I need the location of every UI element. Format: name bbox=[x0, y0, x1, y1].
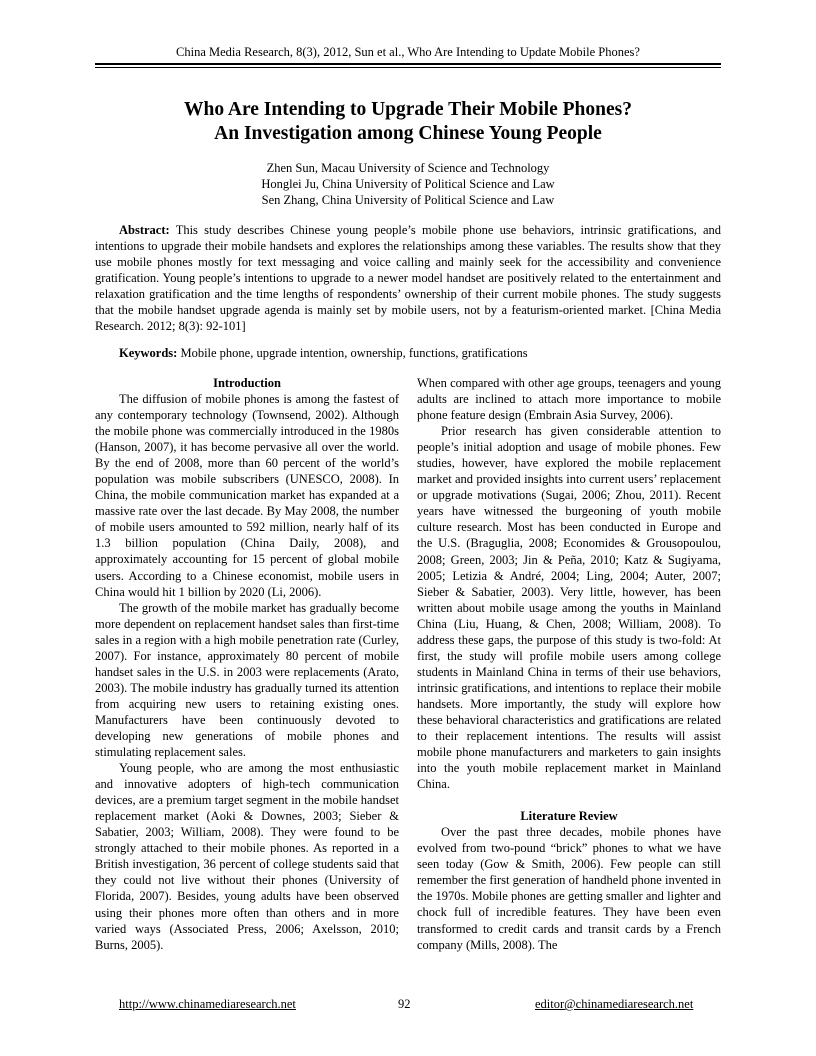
body-paragraph: The diffusion of mobile phones is among the fastest of any contemporary technology (Townsend, 2002). Although the mobile phone was commercially introduced in the 1980s (Hanson, 2007), it has become pervasive all over the world. By the end of 2008, more than 60 percent of the world’s population was mobile subscribers (UNESCO, 2008). In China, the mobile communication market has expanded at a massive rate over the last decade. By May 2008, the number of mobile users amounted to 592 million, nearly half of its 1.3 billion population (China Daily, 2008), and approximately accounting for 15 percent of global mobile users. According to a Chinese economist, mobile users in China would hit 1 billion by 2020 (Li, 2006). bbox=[95, 392, 399, 599]
right-column bbox=[417, 375, 721, 953]
abstract bbox=[95, 222, 721, 334]
header-rule bbox=[95, 63, 721, 65]
body-paragraph: The growth of the mobile market has gradually become more dependent on replacement handset sales than first-time sales in a region with a high mobile penetration rate (Curley, 2007). For instance, approximately 80 percent of mobile handset sales in the U.S. in 2003 were replacements (Arato, 2003). The mobile industry has gradually turned its attention from acquiring new users to retaining existing ones. Manufacturers have been continuously devoted to developing new generations of mobile phones and stimulating replacement sales. bbox=[95, 600, 399, 760]
abstract-text: This study describes Chinese young people’s mobile phone use behaviors, intrinsic gratifications, and intentions to upgrade their mobile handsets and explores the relationships among these variables. The results show that they use mobile phones mostly for text messaging and voice calling and mainly seek for the accessibility and convenience gratification. Young people’s intentions to upgrade to a newer model handset are positively related to the entertainment and relaxation gratification and the time lengths of respondents’ ownership of their current mobile phones. The study suggests that the mobile handset upgrade agenda is mainly set by mobile users, not by a featurism-oriented market. [China Media Research. 2012; 8(3): 92-101] bbox=[95, 223, 722, 333]
section-spacer bbox=[417, 792, 721, 808]
author-1: Zhen Sun, Macau University of Science and Technology bbox=[266, 161, 550, 175]
page-number: 92 bbox=[398, 997, 411, 1011]
body-paragraph-continuation: When compared with other age groups, teenagers and young adults are inclined to attach more importance to mobile phone feature design (Embrain Asia Survey, 2006). bbox=[417, 376, 721, 423]
author-2: Honglei Ju, China University of Political Science and Law bbox=[261, 177, 555, 191]
footer-website-link[interactable]: http://www.chinamediaresearch.net bbox=[119, 997, 296, 1011]
keywords-text: Mobile phone, upgrade intention, ownership, functions, gratifications bbox=[180, 346, 528, 360]
header-rule-thin bbox=[95, 67, 721, 68]
body-paragraph: Young people, who are among the most enthusiastic and innovative adopters of high-tech communication devices, are a premium target segment in the mobile handset replacement market (Aoki & Downes, 2003; Sieber & Sabatier, 2003; William, 2008). They were found to be strongly attached to their mobile phones. As reported in a British investigation, 36 percent of college students said that they could not live without their phones (University of Florida, 2007). Besides, young adults have been observed using their phones more often than others and in more varied ways (Associated Press, 2006; Axelsson, 2010; Burns, 2005). bbox=[95, 761, 399, 952]
running-header: China Media Research, 8(3), 2012, Sun et al., Who Are Intending to Update Mobile Phones? bbox=[176, 45, 640, 59]
title-line-2: An Investigation among Chinese Young People bbox=[214, 123, 602, 144]
section-heading-introduction: Introduction bbox=[213, 376, 281, 390]
body-paragraph: Over the past three decades, mobile phones have evolved from two-pound “brick” phones to what we have seen today (Gow & Smith, 2006). Few people can still remember the first generation of handheld phone invented in the 1970s. Mobile phones are getting smaller and lighter and chock full of incredible features. They have been even transformed to credit cards and transit cards by a French company (Mills, 2008). The bbox=[417, 825, 721, 952]
left-column bbox=[95, 375, 399, 953]
paper-title bbox=[95, 98, 721, 146]
author-3: Sen Zhang, China University of Political Science and Law bbox=[261, 193, 555, 207]
abstract-label: Abstract: bbox=[119, 223, 170, 237]
body-paragraph: Prior research has given considerable attention to people’s initial adoption and usage of mobile phones. Few studies, however, have explored the mobile replacement market and provided insights into current users’ replacement or upgrade motivations (Sugai, 2006; Zhou, 2011). Recent years have witnessed the burgeoning of youth mobile culture research. Most has been conducted in Europe and the U.S. (Braguglia, 2008; Economides & Grousopoulou, 2008; Green, 2003; Jin & Peña, 2010; Katz & Sugiyama, 2005; Letizia & André, 2004; Ling, 2004; Auter, 2007; Sieber & Sabatier, 2003). Very little, however, has been written about mobile usage among the youths in Mainland China (Liu, Huang, & Chen, 2008; William, 2008). To address these gaps, the purpose of this study is two-fold: At first, the study will profile mobile users among college students in Mainland China in terms of their use behaviors, intrinsic gratifications, and intentions to replace their mobile handsets. More importantly, the study will explore how these behavioral characteristics and gratifications are related to their replacement intentions. The results will assist mobile phone manufacturers and marketers to gain insights into the youth mobile replacement market in Mainland China. bbox=[417, 424, 721, 792]
keywords-label: Keywords: bbox=[119, 346, 178, 360]
section-heading-literature-review: Literature Review bbox=[520, 809, 618, 824]
footer-email-link[interactable]: editor@chinamediaresearch.net bbox=[535, 997, 694, 1011]
author-list bbox=[95, 160, 721, 208]
title-line-1: Who Are Intending to Upgrade Their Mobile Phones? bbox=[183, 99, 632, 120]
keywords bbox=[95, 345, 721, 361]
